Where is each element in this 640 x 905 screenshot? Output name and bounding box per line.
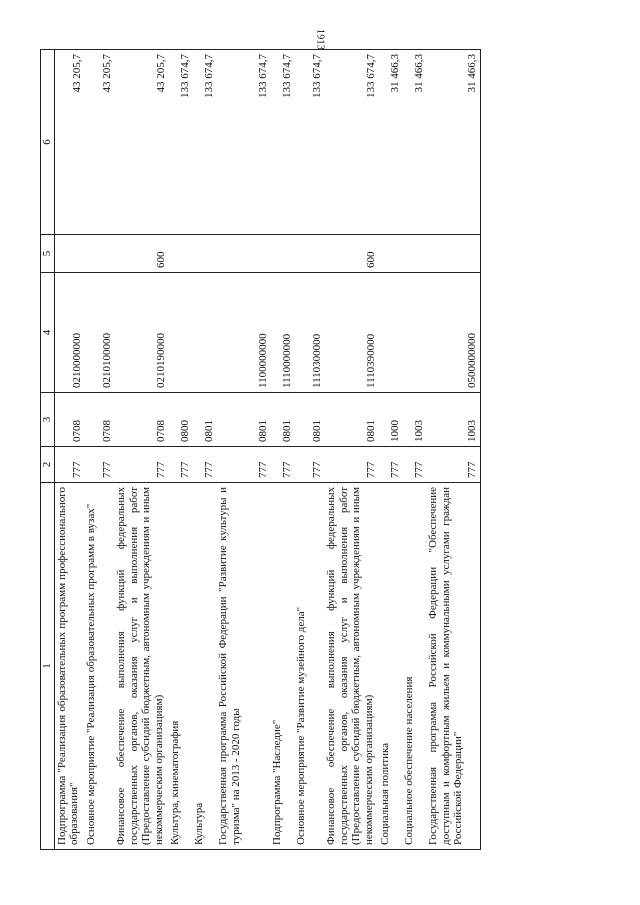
row-value-cell: 777 — [324, 447, 378, 483]
table-row — [378, 50, 402, 850]
page-number: 1913 — [314, 28, 326, 51]
row-value-cell: 31 466,3 — [378, 50, 402, 235]
row-value-cell: 777 — [378, 447, 402, 483]
row-value-cell: 0708 — [84, 393, 114, 447]
row-name-cell: Социальная политика — [378, 483, 402, 850]
row-value-cell: 777 — [192, 447, 216, 483]
row-value-cell — [168, 273, 192, 393]
row-value-cell: 1110000000 — [270, 273, 294, 393]
table-row — [84, 50, 114, 850]
row-value-cell: 777 — [168, 447, 192, 483]
row-value-cell: 1003 — [402, 393, 426, 447]
header-cell: 3 — [41, 393, 55, 447]
row-name-cell: Социальное обеспечение населения — [402, 483, 426, 850]
budget-table — [40, 49, 481, 850]
row-value-cell: 777 — [216, 447, 270, 483]
row-name-cell: Основное мероприятие "Развитие музейного дела" — [294, 483, 324, 850]
table-row — [426, 50, 480, 850]
table-row — [216, 50, 270, 850]
row-name-cell: Финансовое обеспечение выполнения функций федеральных государственных органов, оказания услуг и выполнения работ (Предоставление субсидий бюджетным, автономным учреждениям и иным некоммерческим организациям) — [324, 483, 378, 850]
row-value-cell: 133 674,7 — [294, 50, 324, 235]
header-cell: 4 — [41, 273, 55, 393]
row-name-cell: Подпрограмма "Наследие" — [270, 483, 294, 850]
row-value-cell — [294, 235, 324, 273]
row-value-cell: 133 674,7 — [324, 50, 378, 235]
row-value-cell: 600 — [114, 235, 168, 273]
row-value-cell: 1110390000 — [324, 273, 378, 393]
header-cell: 1 — [41, 483, 55, 850]
row-value-cell: 0210000000 — [54, 273, 84, 393]
row-name-cell: Культура, кинематография — [168, 483, 192, 850]
row-value-cell: 777 — [84, 447, 114, 483]
row-value-cell: 777 — [294, 447, 324, 483]
row-value-cell: 31 466,3 — [402, 50, 426, 235]
row-value-cell — [54, 235, 84, 273]
header-cell: 5 — [41, 235, 55, 273]
row-value-cell: 133 674,7 — [216, 50, 270, 235]
row-value-cell: 0801 — [324, 393, 378, 447]
row-value-cell: 777 — [54, 447, 84, 483]
row-value-cell — [84, 235, 114, 273]
row-value-cell: 1000 — [378, 393, 402, 447]
row-name-cell: Основное мероприятие "Реализация образовательных программ в вузах" — [84, 483, 114, 850]
row-value-cell: 0708 — [54, 393, 84, 447]
row-value-cell: 0801 — [192, 393, 216, 447]
row-value-cell — [168, 235, 192, 273]
row-name-cell: Государственная программа Российской Федерации "Обеспечение доступным и комфортным жильем и коммунальными услугами граждан Российской Федерации" — [426, 483, 480, 850]
row-value-cell: 1100000000 — [216, 273, 270, 393]
row-value-cell: 600 — [324, 235, 378, 273]
row-value-cell: 0210190000 — [114, 273, 168, 393]
row-value-cell: 133 674,7 — [192, 50, 216, 235]
row-value-cell — [402, 235, 426, 273]
row-value-cell: 1003 — [426, 393, 480, 447]
row-value-cell: 0801 — [294, 393, 324, 447]
table-row — [402, 50, 426, 850]
row-name-cell: Государственная программа Российской Федерации "Развитие культуры и туризма" на 2013 - 2020 годы — [216, 483, 270, 850]
rotated-page — [40, 50, 580, 850]
row-name-cell: Финансовое обеспечение выполнения функций федеральных государственных органов, оказания услуг и выполнения работ (Предоставление субсидий бюджетным, автономным учреждениям и иным некоммерческим организациям) — [114, 483, 168, 850]
row-value-cell — [378, 273, 402, 393]
row-value-cell: 777 — [426, 447, 480, 483]
row-value-cell: 31 466,3 — [426, 50, 480, 235]
header-cell: 6 — [41, 50, 55, 235]
row-value-cell: 133 674,7 — [168, 50, 192, 235]
header-row — [41, 50, 55, 850]
row-value-cell: 777 — [270, 447, 294, 483]
row-value-cell — [402, 273, 426, 393]
table-row — [324, 50, 378, 850]
row-value-cell: 777 — [114, 447, 168, 483]
table-row — [192, 50, 216, 850]
row-value-cell: 0800 — [168, 393, 192, 447]
row-value-cell: 0801 — [270, 393, 294, 447]
row-value-cell — [378, 235, 402, 273]
row-value-cell: 0708 — [114, 393, 168, 447]
row-name-cell: Подпрограмма "Реализация образовательных программ профессионального образования" — [54, 483, 84, 850]
table-row — [168, 50, 192, 850]
row-value-cell: 1110300000 — [294, 273, 324, 393]
row-value-cell: 0500000000 — [426, 273, 480, 393]
header-cell: 2 — [41, 447, 55, 483]
table-row — [114, 50, 168, 850]
row-name-cell: Культура — [192, 483, 216, 850]
row-value-cell: 43 205,7 — [114, 50, 168, 235]
table-row — [54, 50, 84, 850]
row-value-cell: 43 205,7 — [54, 50, 84, 235]
row-value-cell — [192, 235, 216, 273]
row-value-cell — [426, 235, 480, 273]
row-value-cell: 133 674,7 — [270, 50, 294, 235]
row-value-cell — [216, 235, 270, 273]
row-value-cell: 0210100000 — [84, 273, 114, 393]
row-value-cell: 43 205,7 — [84, 50, 114, 235]
table-row — [270, 50, 294, 850]
row-value-cell: 0801 — [216, 393, 270, 447]
row-value-cell: 777 — [402, 447, 426, 483]
row-value-cell — [192, 273, 216, 393]
row-value-cell — [270, 235, 294, 273]
table-row — [294, 50, 324, 850]
